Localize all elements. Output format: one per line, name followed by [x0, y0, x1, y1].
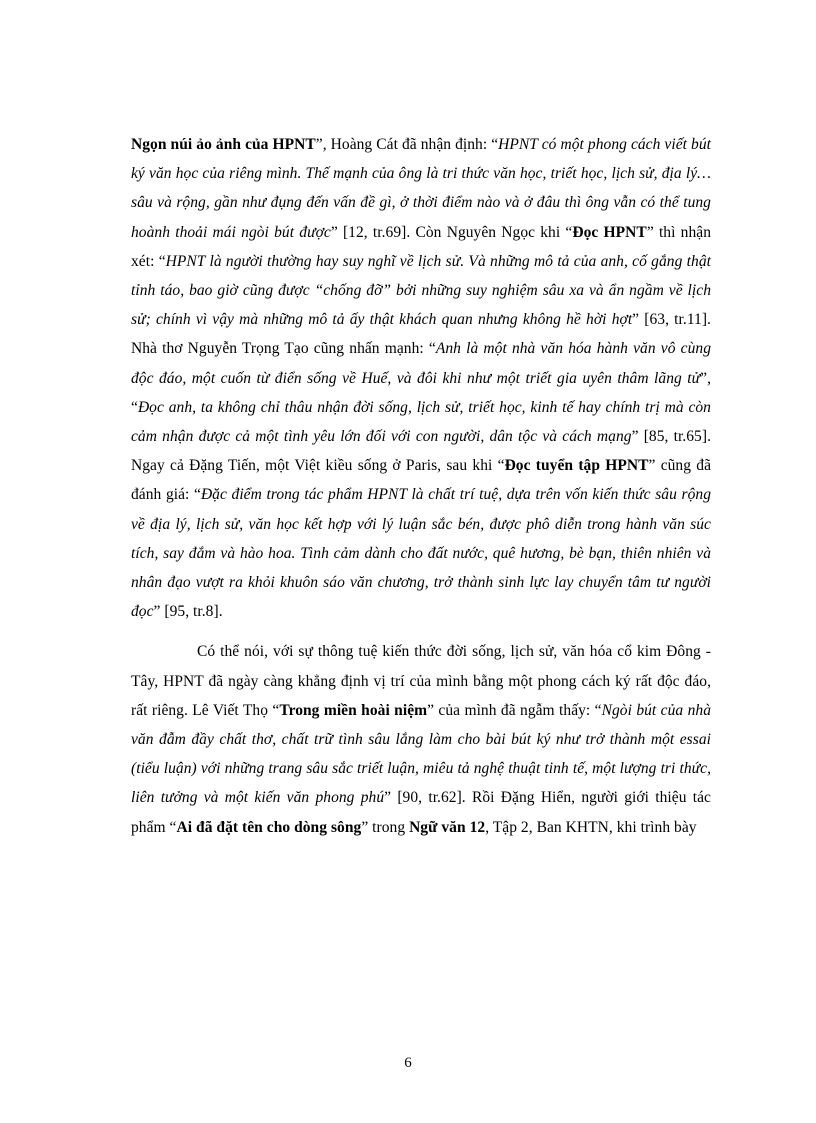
text-run: ” trong [361, 818, 410, 836]
book-title-doc-hpnt: Đọc HPNT [572, 223, 647, 241]
text-run: ”, “ [131, 369, 711, 416]
quote-nguyen-trong-tao-2: Đọc anh, ta không chỉ thâu nhận đời sống, lịch sử, triết học, kinh tế hay chính trị mà còn cảm nhận được cả một tình yêu lớn đối với con người, dân tộc và cách mạng [131, 398, 711, 446]
book-title-doc-tuyen-tap: Đọc tuyển tập HPNT [504, 457, 649, 475]
body-text [131, 130, 711, 842]
quote-nguyen-trong-tao-1: Anh là một nhà văn hóa hành văn vô cùng độc đáo, một cuốn từ điển sống về Huế, và đôi khi như một triết gia uyên thâm lãng tử [131, 340, 711, 387]
book-title-ngu-van-12: Ngữ văn 12 [409, 818, 486, 836]
text-run: ” của mình đã ngẫm thấy: “ [427, 701, 602, 719]
text-run: ” cũng đã đánh giá: “ [131, 457, 712, 504]
book-title-trong-mien-hoai-niem: Trong miền hoài niệm [279, 701, 428, 719]
book-title-ai-da-dat-ten: Ai đã đặt tên cho dòng sông [176, 818, 362, 836]
quote-hoang-cat: HPNT có một phong cách viết bút ký văn học của riêng mình. Thế mạnh của ông là tri thức văn học, triết học, lịch sử, địa lý… sâu và rộng, gần như đụng đến vấn đề gì, ở thời điểm nào và ở đâu thì ông vẫn có thể tung hoành thoải mái ngòi bút được [131, 136, 711, 241]
text-run: ”, Hoàng Cát đã nhận định: “ [315, 136, 499, 153]
quote-le-viet-tho: Ngòi bút của nhà văn đẫm đầy chất thơ, chất trữ tình sâu lắng làm cho bài bút ký như trở thành một essai (tiểu luận) với những trang sâu sắc triết luận, miêu tả nghệ thuật tinh tế, một lượng tri thức, liên tưởng và một kiến văn phong phú [131, 701, 711, 807]
text-run: ” [95, tr.8]. [153, 603, 223, 621]
text-run: ” [12, tr.69]. Còn Nguyên Ngọc khi “ [330, 223, 573, 241]
quote-nguyen-ngoc: HPNT là người thường hay suy nghĩ về lịch sử. Và những mô tả của anh, cố gắng thật tỉnh táo, bao giờ cũng được “chống đỡ” bởi những suy nghiệm sâu xa và ẩn ngầm về lịch sử; chính vì vậy mà những mô tả ấy thật khách quan nhưng không hề hời hợt [131, 252, 711, 329]
text-run: , Tập 2, Ban KHTN, khi trình bày [485, 818, 697, 836]
paragraph-2 [131, 637, 711, 841]
text-run: ” [85, tr.65]. Ngay cả Đặng Tiến, một Việt kiều sống ở Paris, sau khi “ [131, 428, 711, 475]
text-run: ” thì nhận xét: “ [131, 223, 712, 270]
paragraph-1 [131, 130, 711, 626]
text-run: ” [63, tr.11]. Nhà thơ Nguyễn Trọng Tạo cũng nhấn mạnh: “ [131, 311, 711, 358]
quote-dang-tien: Đặc điểm trong tác phẩm HPNT là chất trí tuệ, dựa trên vốn kiến thức sâu rộng về địa lý, lịch sử, văn học kết hợp với lý luận sắc bén, được phô diễn trong hành văn súc tích, say đắm và hào hoa. Tình cảm dành cho đất nước, quê hương, bè bạn, thiên nhiên và nhân đạo vượt ra khỏi khuôn sáo văn chương, trở thành sinh lực lay chuyển tâm tư người đọc [131, 486, 711, 621]
book-title-ngon-nui: Ngọn núi ảo ảnh của HPNT [131, 136, 316, 153]
text-run: Có thể nói, với sự thông tuệ kiến thức đời sống, lịch sử, văn hóa cổ kim Đông - Tây, HPNT đã ngày càng khẳng định vị trí của mình bằng một phong cách ký rất độc đáo, rất riêng. Lê Viết Thọ “ [131, 643, 711, 719]
text-run: ” [90, tr.62]. Rồi Đặng Hiển, người giới thiệu tác phẩm “ [131, 789, 711, 836]
page-number: 6 [404, 1055, 412, 1071]
